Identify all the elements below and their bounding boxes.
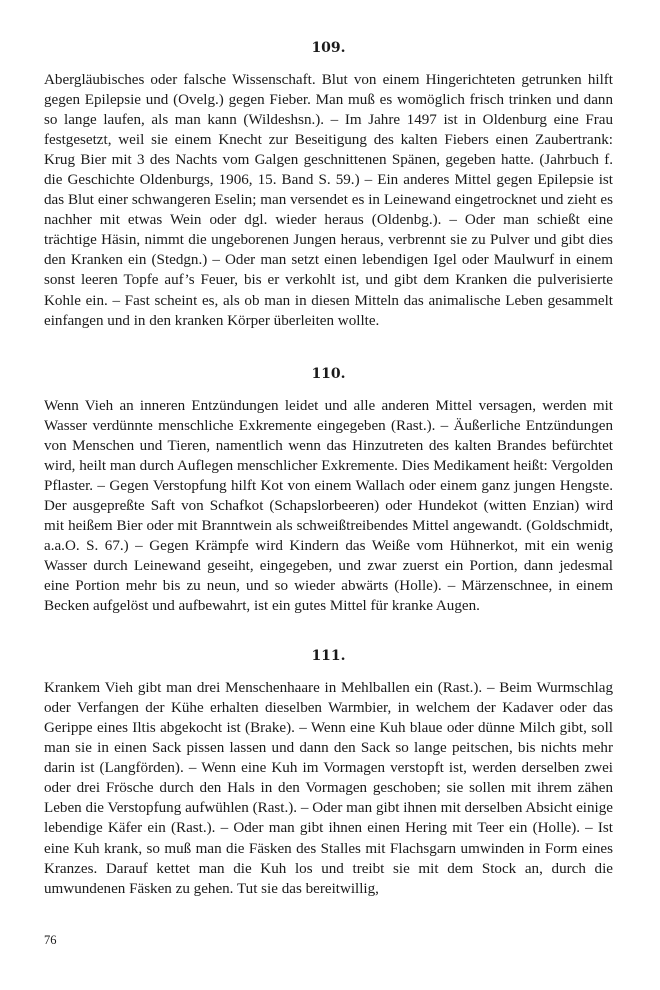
- page-number: 76: [44, 933, 57, 947]
- section-109: [44, 38, 613, 331]
- section-paragraph: Krankem Vieh gibt man drei Menschenhaare in Mehlballen ein (Rast.). – Beim Wurmschlag oder Verfangen der Kühe erhalten dieselben Warmbier, in welchem der Kadaver oder das Gerippe eines Iltis abgekocht ist (Brake). – Wenn eine Kuh blaue oder dünne Milch gibt, soll man sie in einen Sack pissen lassen und dann den Sack so lange peitschen, bis nichts mehr darin ist (Langförden). – Wenn eine Kuh im Vormagen verstopft ist, werden derselben zwei oder drei Frösche durch den Hals in den Vormagen geschoben; sie sollen mit ihrem zähen Leben die Verstopfung aufwühlen (Rast.). – Oder man gibt ihnen mit derselben Absicht einige lebendige Käfer ein (Rast.). – Oder man gibt ihnen einen Hering mit Teer ein (Holle). – Ist eine Kuh krank, so muß man die Fäsken des Stalles mit Flachsgarn umwinden in Form eines Kranzes. Darauf kettet man die Kuh los und treibt sie mit dem Stock an, durch die umwundenen Fäsken zu gehen. Tut sie das bereitwillig,: [44, 680, 613, 897]
- section-paragraph: Abergläubisches oder falsche Wissenschaft. Blut von einem Hingerichteten getrunken hilft gegen Epilepsie und (Ovelg.) gegen Fieber. Man muß es womöglich frisch trinken und dann so lange laufen, als man kann (Wildeshsn.). – Im Jahre 1497 ist in Oldenburg eine Frau festgesetzt, weil sie einem Knecht zur Beseitigung des kalten Fiebers einen Zaubertrank: Krug Bier mit 3 des Nachts vom Galgen geschnittenen Spänen, gegeben hatte. (Jahrbuch f. die Geschichte Oldenburgs, 1906, 15. Band S. 59.) – Ein anderes Mittel gegen Epilepsie ist das Blut einer schwangeren Eselin; man versendet es in Leinewand eingetrocknet und zieht es nachher mit etwas Wein oder dgl. wieder heraus (Oldenbg.). – Oder man schießt eine trächtige Häsin, nimmt die ungeborenen Jungen heraus, verbrennt sie zu Pulver und gibt dies den Kranken ein (Stedgn.) – Oder man setzt einen lebendigen Igel oder Maulwurf in einem sonst leeren Topfe auf’s Feuer, bis er verkohlt ist, und gibt dem Kranken die pulverisierte Kohle ein. – Fast scheint es, als ob man in diesen Mitteln das animalische Leben gesammelt einfangen und in den kranken Körper überleiten wollte.: [44, 72, 613, 329]
- section-111: [44, 646, 613, 899]
- section-110: [44, 364, 613, 617]
- page-body: [44, 38, 613, 899]
- section-number: 109.: [311, 40, 346, 56]
- section-paragraph: Wenn Vieh an inneren Entzündungen leidet und alle anderen Mittel versagen, werden mit Wasser verdünnte menschliche Exkremente eingegeben (Rast.). – Äußerliche Entzündungen von Menschen und Tieren, namentlich wenn das Hinzutreten des kalten Brandes befürchtet wird, heilt man durch Auflegen menschlicher Exkremente. Dies Medikament heißt: Vergolden Pflaster. – Gegen Verstopfung hilft Kot von einem Wallach oder einem ganz jungen Hengste. Der ausgepreßte Saft von Schafkot (Schapslorbeeren) oder Hundekot (witten Enzian) wird mit heißem Bier oder mit Branntwein als schweißtreibendes Mittel angewandt. (Goldschmidt, a.a.O. S. 67.) – Gegen Krämpfe wird Kindern das Weiße vom Hühnerkot, mit ein wenig Wasser durch Leinewand geseiht, eingegeben, und zwar zuerst ein Portion, dann jedesmal eine Portion mehr bis zu neun, und so wieder abwärts (Holle). – Märzenschnee, in einem Becken aufgelöst und aufbewahrt, ist ein gutes Mittel für kranke Augen.: [44, 397, 613, 615]
- section-number: 110.: [311, 365, 346, 382]
- section-number: 111.: [311, 648, 346, 665]
